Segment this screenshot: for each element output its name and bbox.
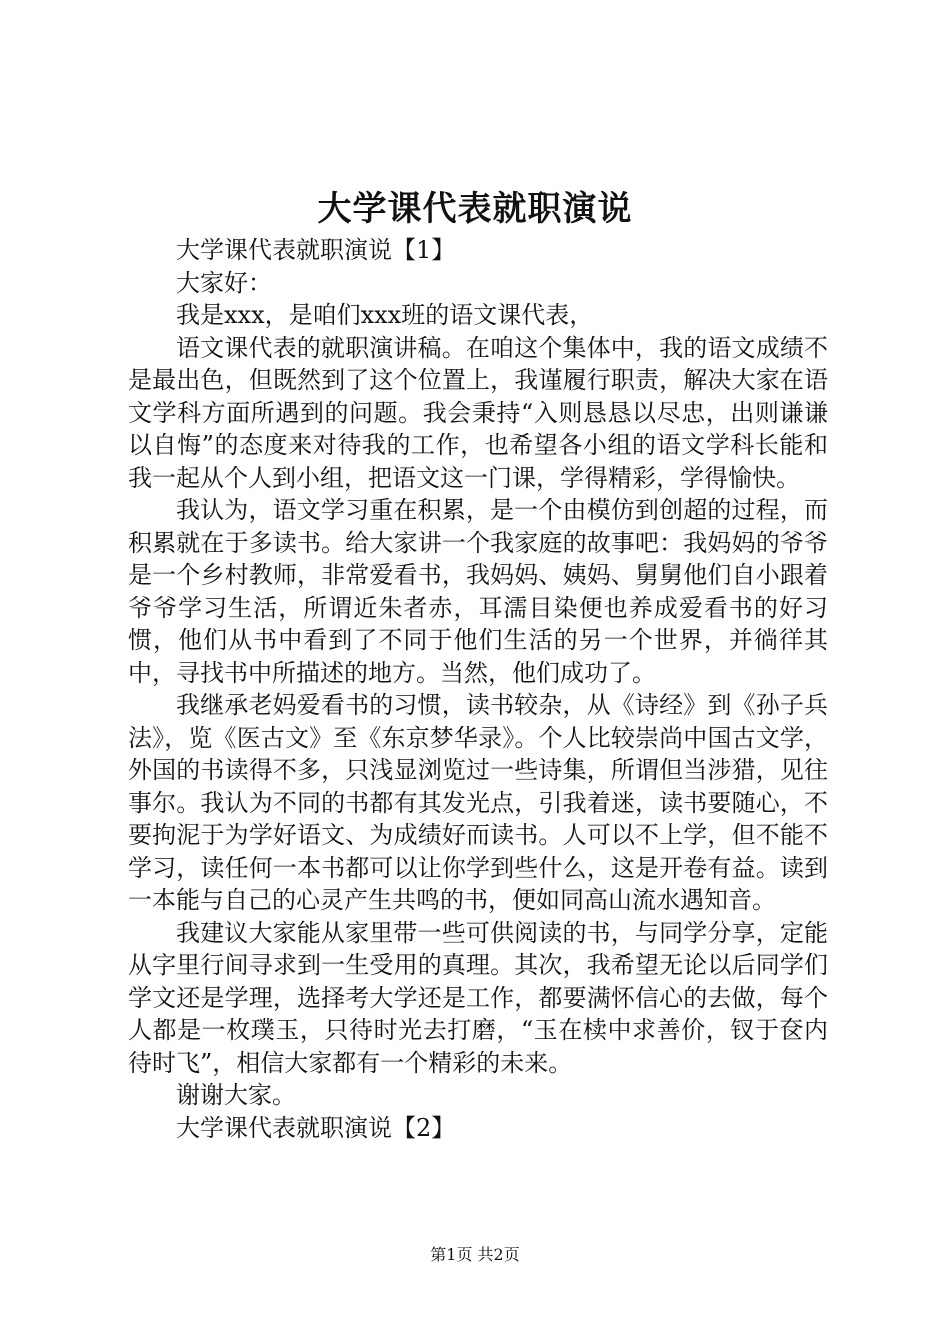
section-heading-2: 大学课代表就职演说【2】 bbox=[176, 1113, 456, 1142]
paragraph-suggestion: 我建议大家能从家里带一些可供阅读的书，与同学分享，定能从字里行间寻求到一生受用的真理。其次，我希望无论以后同学们学文还是学理，选择考大学还是工作，都要满怀信心的去做，每个人都是一枚璞玉，只待时光去打磨，“玉在椟中求善价，钗于奁内待时飞”，相信大家都有一个精彩的未来。 bbox=[128, 918, 828, 1077]
paragraph-reading: 我认为，语文学习重在积累，是一个由模仿到创超的过程，而积累就在于多读书。给大家讲一个我家庭的故事吧：我妈妈的爷爷是一个乡村教师，非常爱看书，我妈妈、姨妈、舅舅他们自小跟着爷爷学习生活，所谓近朱者赤，耳濡目染便也养成爱看书的好习惯，他们从书中看到了不同于他们生活的另一个世界，并徜徉其中，寻找书中所描述的地方。当然，他们成功了。 bbox=[128, 496, 828, 687]
page-number: 第1页 共2页 bbox=[430, 1245, 520, 1264]
document-title: 大学课代表就职演说 bbox=[317, 189, 633, 229]
paragraph-duty: 语文课代表的就职演讲稿。在咱这个集体中，我的语文成绩不是最出色，但既然到了这个位置上，我谨履行职责，解决大家在语文学科方面所遇到的问题。我会秉持“入则恳恳以尽忠，出则谦谦以自悔”的态度来对待我的工作，也希望各小组的语文学科长能和我一起从个人到小组，把语文这一门课，学得精彩，学得愉快。 bbox=[128, 333, 828, 492]
document-body bbox=[128, 234, 828, 1144]
closing-thanks: 谢谢大家。 bbox=[176, 1081, 296, 1109]
greeting: 大家好： bbox=[176, 268, 272, 297]
section-heading-1: 大学课代表就职演说【1】 bbox=[176, 236, 456, 264]
paragraph-intro: 我是xxx，是咱们xxx班的语文课代表， bbox=[176, 301, 594, 329]
paragraph-books: 我继承老妈爱看书的习惯，读书较杂，从《诗经》到《孙子兵法》，览《医古文》至《东京梦华录》。个人比较崇尚中国古文学，外国的书读得不多，只浅显浏览过一些诗集，所谓但当涉猎，见往事尔。我认为不同的书都有其发光点，引我着迷，读书要随心，不要拘泥于为学好语文、为成绩好而读书。人可以不上学，但不能不学习，读任何一本书都可以让你学到些什么，这是开卷有益。读到一本能与自己的心灵产生共鸣的书，便如同高山流水遇知音。 bbox=[128, 691, 828, 914]
